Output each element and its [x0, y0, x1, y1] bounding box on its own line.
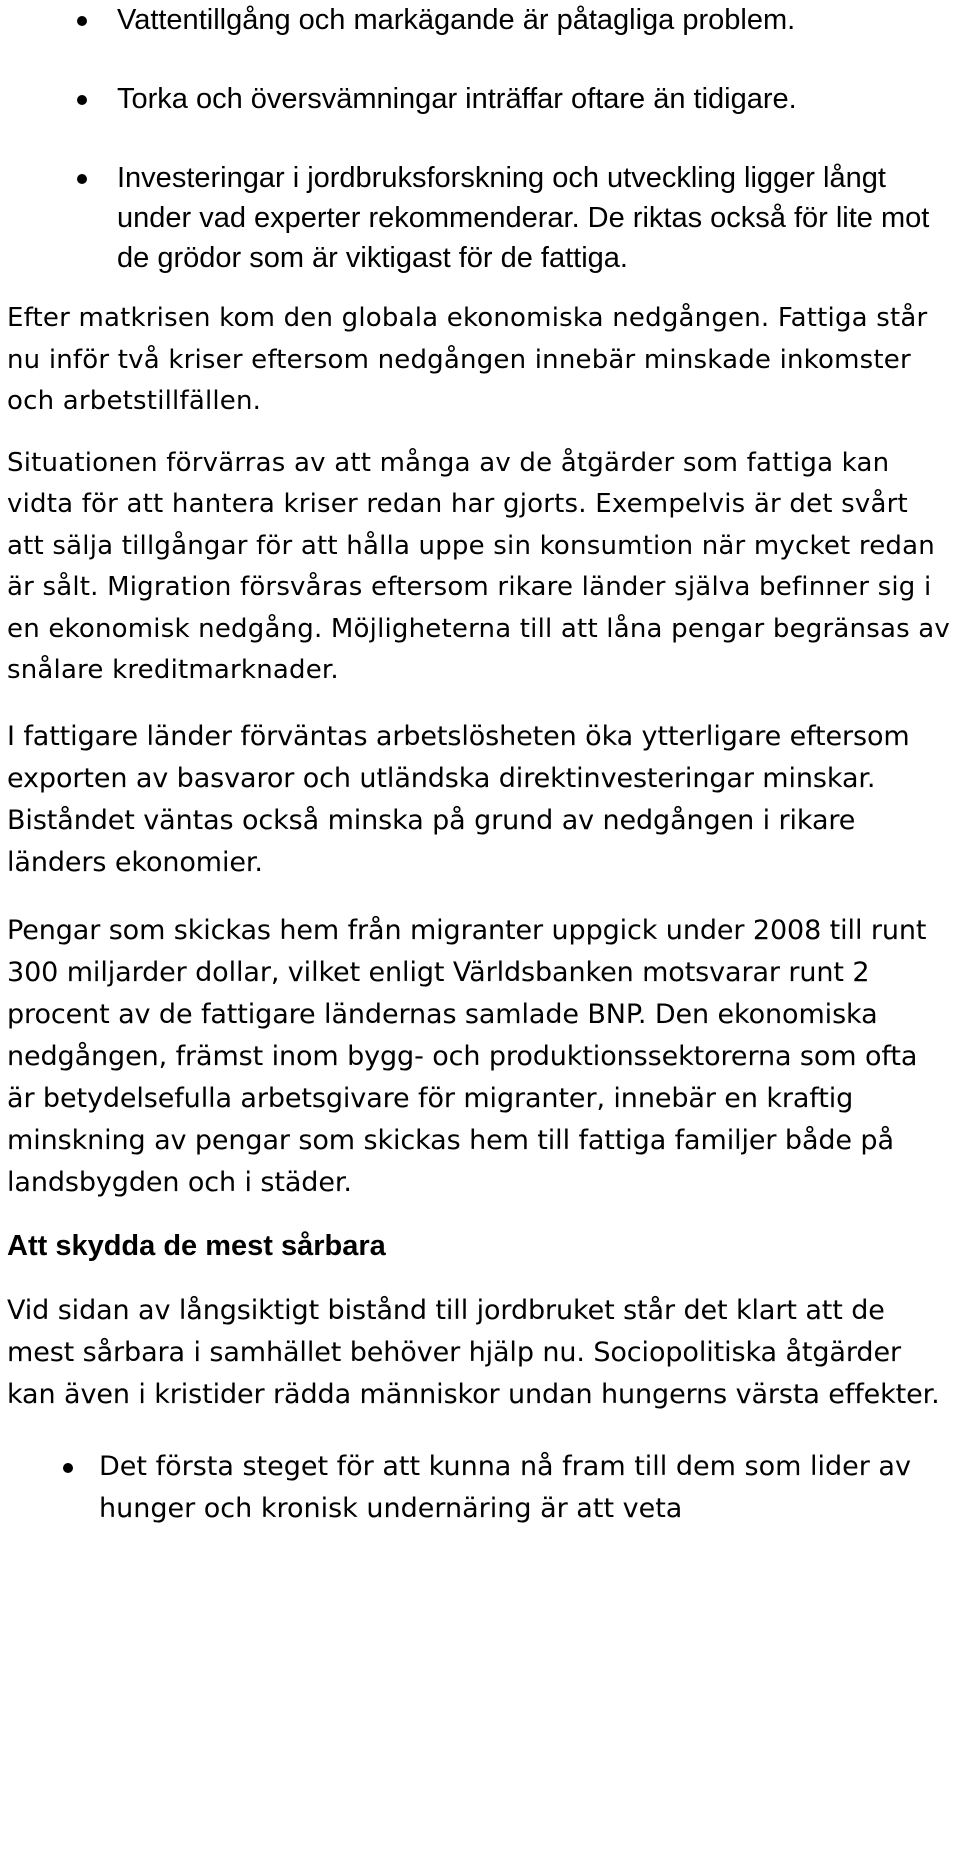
- paragraph-economic-downturn: Efter matkrisen kom den globala ekonomiska nedgången. Fattiga står nu inför två kriser eftersom nedgången innebär minskade inkomster och arbetstillfällen.: [7, 303, 928, 416]
- section-heading: Att skydda de mest sårbara: [7, 1229, 386, 1262]
- list-item: Det första steget för att kunna nå fram till dem som lider av hunger och kronisk undernäring är att veta: [7, 1446, 960, 1530]
- list-item: Torka och översvämningar inträffar oftare än tidigare.: [7, 79, 960, 119]
- list-item: Investeringar i jordbruksforskning och utveckling ligger långt under vad experter rekommenderar. De riktas också för lite mot de grödor som är viktigast för de fattiga.: [7, 158, 960, 278]
- paragraph-unemployment: I fattigare länder förväntas arbetslösheten öka ytterligare eftersom exporten av basvaror och utländska direktinvesteringar minskar. Biståndet väntas också minska på grund av nedgången i rikare länders ekonomier.: [7, 720, 910, 878]
- paragraph-protect-vulnerable: Vid sidan av långsiktigt bistånd till jordbruket står det klart att de mest sårbara i samhället behöver hjälp nu. Sociopolitiska åtgärder kan även i kristider rädda människor undan hungerns värsta effekter.: [7, 1294, 940, 1410]
- list-item: Vattentillgång och markägande är påtagliga problem.: [7, 0, 960, 40]
- bullet-list-problems: [7, 0, 960, 278]
- paragraph-situation-worsens: Situationen förvärras av att många av de åtgärder som fattiga kan vidta för att hantera kriser redan har gjorts. Exempelvis är det svårt att sälja tillgångar för att hålla uppe sin konsumtion när mycket redan är sålt. Migration försvåras eftersom rikare länder själva befinner sig i en ekonomisk nedgång. Möjligheterna till att låna pengar begränsas av snålare kreditmarknader.: [7, 447, 951, 685]
- paragraph-remittances: Pengar som skickas hem från migranter uppgick under 2008 till runt 300 miljarder dollar, vilket enligt Världsbanken motsvarar runt 2 procent av de fattigare ländernas samlade BNP. Den ekonomiska nedgången, främst inom bygg- och produktionssektorerna som ofta är betydelsefulla arbetsgivare för migranter, innebär en kraftig minskning av pengar som skickas hem till fattiga familjer både på landsbygden och i städer.: [7, 914, 927, 1198]
- bullet-list-steps: [7, 1446, 960, 1530]
